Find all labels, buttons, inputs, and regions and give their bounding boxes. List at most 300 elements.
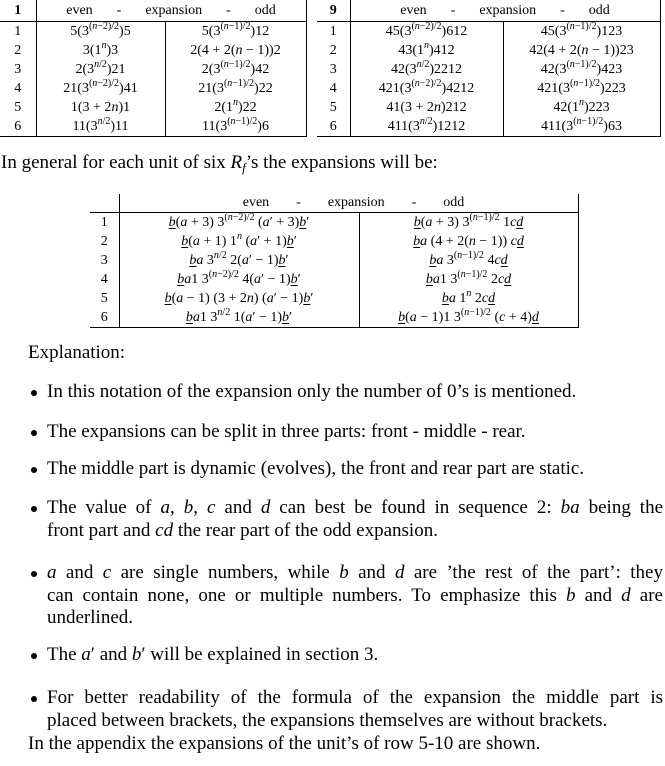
header-even: even xyxy=(242,195,270,210)
formula-part: n xyxy=(466,288,472,299)
formula-part: b xyxy=(278,253,286,268)
formula-part: 2(3 xyxy=(75,62,95,77)
formula-part: (4 + 2( xyxy=(427,234,469,249)
formula-part: 1(3 + 2 xyxy=(70,100,112,115)
table-row xyxy=(0,60,306,79)
formula-part: n xyxy=(236,231,242,242)
formula-part: c xyxy=(499,310,506,325)
formula-part: and xyxy=(56,562,103,583)
expansion-table-unit-1 xyxy=(0,0,307,137)
odd-expansion-cell xyxy=(359,213,578,233)
formula-part: front part and xyxy=(47,519,156,541)
formula-part: a xyxy=(254,272,262,287)
formula-part: ′ xyxy=(306,215,310,230)
formula-part: 11(3 xyxy=(202,119,228,134)
formula-part: c xyxy=(497,272,505,287)
formula-part: The middle part is dynamic (evolves), the front and rear part are static. xyxy=(47,458,585,479)
even-expansion-cell xyxy=(36,41,165,60)
formula-part: ′ − 1) xyxy=(252,310,282,325)
formula-part: a xyxy=(262,215,270,230)
formula-part: a xyxy=(420,234,428,249)
table-row xyxy=(317,79,660,98)
formula-part: ) ( xyxy=(253,291,267,306)
formula-part: cd xyxy=(155,519,174,541)
formula-part: n xyxy=(468,234,476,249)
even-expansion-cell xyxy=(350,41,503,60)
formula-part: + 4) xyxy=(505,310,532,325)
formula-part: d xyxy=(516,234,524,249)
formula-part: −1)/2 xyxy=(469,307,491,318)
formula-part: a xyxy=(47,562,57,583)
formula-part: −1)/2 xyxy=(228,59,251,70)
text-line xyxy=(47,497,663,520)
header-dash: - xyxy=(226,3,231,18)
formula-part: n xyxy=(414,21,420,32)
formula-part: ( xyxy=(88,21,93,32)
formula-part: can best be found in sequence 2: xyxy=(270,497,561,518)
formula-part: )41 xyxy=(119,81,138,96)
header-dash: - xyxy=(450,3,456,18)
formula-part: 411(3 xyxy=(387,119,420,134)
even-expansion-cell xyxy=(36,79,165,98)
formula-part: The value of xyxy=(47,497,161,518)
formula-part: 41(3 + 2 xyxy=(386,100,434,115)
formula-part: )123 xyxy=(596,24,623,39)
formula-part: b xyxy=(425,272,433,287)
formula-part: b xyxy=(185,310,193,325)
formula-part: f xyxy=(242,160,246,175)
formula-part: ′ − 1) xyxy=(248,253,279,268)
row-number-cell: 6 xyxy=(90,308,119,328)
table-row xyxy=(0,22,306,42)
even-expansion-cell xyxy=(350,79,503,98)
formula-part: 421(3 xyxy=(537,81,570,96)
table-row xyxy=(0,117,306,137)
formula-part: 45(3 xyxy=(540,24,567,39)
odd-expansion-cell xyxy=(165,117,306,137)
table-row xyxy=(0,79,306,98)
bullet-icon xyxy=(31,467,37,473)
bullet-icon xyxy=(31,390,37,396)
formula-part: ( xyxy=(420,215,426,230)
formula-part: ( xyxy=(241,234,251,249)
odd-expansion-cell xyxy=(165,22,306,42)
formula-part: 2 xyxy=(487,272,498,287)
table-row xyxy=(90,251,578,270)
formula-part: a xyxy=(266,291,274,306)
formula-part: 1( xyxy=(230,310,246,325)
formula-part: b xyxy=(168,215,176,230)
formula-part: 42(3 xyxy=(390,62,417,77)
row-number-cell: 6 xyxy=(0,117,36,137)
odd-expansion-cell xyxy=(165,98,306,117)
formula-part: − 1))2 xyxy=(242,43,281,58)
formula-part: a xyxy=(196,253,204,268)
header-dash: - xyxy=(296,195,301,210)
formula-part: n xyxy=(464,307,470,318)
formula-part: n xyxy=(419,116,425,127)
formula-part: )22 xyxy=(254,81,273,96)
formula-part: 21(3 xyxy=(198,81,224,96)
row-number-cell: 5 xyxy=(90,289,119,308)
formula-part: 1 xyxy=(455,291,467,306)
table-header-row xyxy=(90,194,578,213)
formula-part: )12 xyxy=(250,24,270,39)
formula-part: )1 xyxy=(118,100,131,115)
formula-part: )4212 xyxy=(441,81,475,96)
formula-part: ′ xyxy=(297,272,301,287)
odd-expansion-cell xyxy=(503,22,660,42)
formula-part: ( xyxy=(411,78,415,89)
formula-part: ( xyxy=(223,78,228,89)
formula-part: are single numbers, while xyxy=(111,562,340,583)
row-number-cell: 2 xyxy=(317,41,350,60)
even-expansion-cell xyxy=(350,22,503,42)
formula-part: )223 xyxy=(600,81,626,96)
formula-part: In this notation of the expansion only the number of 0’s is mentioned. xyxy=(47,381,577,402)
formula-part: c xyxy=(206,497,216,518)
formula-part: ( xyxy=(457,269,461,280)
formula-part: a xyxy=(245,310,253,325)
expansion-table-unit-9 xyxy=(317,0,661,137)
formula-part: ’s the expansions will be: xyxy=(245,152,438,173)
even-expansion-cell xyxy=(119,270,359,289)
formula-part: n xyxy=(217,307,223,318)
formula-part: a xyxy=(448,291,456,306)
formula-part: a xyxy=(180,215,188,230)
formula-part: −1)/2 xyxy=(462,250,484,261)
formula-part: can contain none, one or multiple numbers. To emphasize this xyxy=(47,584,566,606)
formula-part: b xyxy=(177,272,185,287)
formula-part: and xyxy=(215,497,261,518)
formula-part: ( xyxy=(175,215,181,230)
formula-part: b xyxy=(303,291,311,306)
formula-part: n xyxy=(246,291,254,306)
formula-part: b xyxy=(181,234,189,249)
formula-part: n xyxy=(569,59,575,70)
formula-part: b xyxy=(290,272,298,287)
table-row xyxy=(90,213,578,233)
formula-part: /2 xyxy=(218,250,227,261)
header-odd: odd xyxy=(254,3,276,18)
formula-part: −1)/2 xyxy=(232,78,255,89)
text-line xyxy=(47,710,663,733)
formula-part: ′ xyxy=(310,291,314,306)
empty-label-cell xyxy=(90,194,119,213)
formula-part: n xyxy=(414,78,420,89)
formula-part: 4( xyxy=(238,272,255,287)
formula-part: /2 xyxy=(99,59,107,70)
formula-part: a xyxy=(425,215,433,230)
header-expansion: expansion xyxy=(479,3,537,18)
row-number-cell: 3 xyxy=(317,60,350,79)
formula-part: ′ − 1) xyxy=(261,272,291,287)
formula-part: n xyxy=(433,100,441,115)
formula-part: −1)/2 xyxy=(574,21,597,32)
even-expansion-cell xyxy=(119,232,359,251)
formula-part: −2)/2 xyxy=(217,269,239,280)
formula-part: ( xyxy=(490,310,500,325)
formula-part: n xyxy=(416,59,422,70)
formula-part: a xyxy=(409,310,417,325)
formula-part: ( xyxy=(88,78,93,89)
formula-part: −1)/2 xyxy=(477,212,500,223)
odd-expansion-cell xyxy=(503,117,660,137)
header-dash: - xyxy=(411,195,417,210)
formula-part: n xyxy=(460,269,466,280)
formula-part: −1)/2 xyxy=(574,59,597,70)
formula-part: 43(1 xyxy=(398,43,424,58)
formula-part: The expansions can be split in three parts: front - middle - rear. xyxy=(47,421,526,442)
formula-part: In general for each unit of six xyxy=(1,152,231,173)
formula-part: ′ and xyxy=(90,644,132,665)
even-expansion-cell xyxy=(36,117,165,137)
formula-part: and xyxy=(575,584,622,606)
formula-part: 3 xyxy=(203,253,214,268)
formula-part: ( xyxy=(469,212,473,223)
row-number-cell: 5 xyxy=(0,98,36,117)
row-number-cell: 1 xyxy=(90,213,119,233)
formula-part: c xyxy=(510,234,517,249)
formula-part: )6 xyxy=(257,119,269,134)
explanation-heading: Explanation: xyxy=(28,342,126,363)
row-number-cell: 5 xyxy=(317,98,350,117)
formula-part: d xyxy=(394,562,405,583)
formula-part: n xyxy=(457,250,463,261)
formula-part: 3(1 xyxy=(82,43,102,58)
bullet-text xyxy=(47,644,663,667)
formula-part: n xyxy=(101,40,107,51)
formula-part: a xyxy=(176,291,184,306)
header-odd: odd xyxy=(443,195,465,210)
even-expansion-cell xyxy=(119,251,359,270)
formula-part: )2212 xyxy=(429,62,463,77)
formula-part: ( xyxy=(569,78,574,89)
odd-expansion-cell xyxy=(165,41,306,60)
formula-part: 3 xyxy=(443,253,454,268)
formula-part: n xyxy=(579,97,584,108)
formula-part: ( xyxy=(224,212,228,223)
unit-label: 9 xyxy=(317,0,350,22)
formula-part: are ’the rest of the part’: they xyxy=(404,562,663,583)
formula-part: )3 xyxy=(106,43,119,58)
row-number-cell: 2 xyxy=(90,232,119,251)
table-row xyxy=(317,98,660,117)
formula-part: ( xyxy=(227,116,231,127)
formula-part: − 1)) xyxy=(475,234,511,249)
formula-part: a xyxy=(436,253,444,268)
even-expansion-cell xyxy=(119,213,359,233)
formula-part: 42(4 + 2( xyxy=(529,43,582,58)
formula-part: −2)/2 xyxy=(419,21,442,32)
formula-part: and xyxy=(348,562,395,583)
formula-part: a xyxy=(432,272,440,287)
even-expansion-cell xyxy=(350,117,503,137)
row-number-cell: 4 xyxy=(90,270,119,289)
closing-paragraph: In the appendix the expansions of the unit’s of row 5-10 are shown. xyxy=(28,733,541,754)
formula-part: + 3) 3 xyxy=(187,215,225,230)
formula-part: b xyxy=(282,310,289,325)
formula-part: + 3) 3 xyxy=(432,215,470,230)
formula-part: )42 xyxy=(250,62,270,77)
formula-part: b xyxy=(339,562,349,583)
formula-part: ′ − 1) xyxy=(273,291,304,306)
odd-expansion-cell xyxy=(359,232,578,251)
formula-part: b xyxy=(183,497,194,518)
formula-part: The xyxy=(47,644,82,665)
formula-part: the rear part of the odd expansion. xyxy=(173,519,438,541)
formula-part: d xyxy=(260,497,271,518)
formula-part: d xyxy=(621,584,631,606)
text-line xyxy=(47,644,663,667)
even-expansion-cell xyxy=(36,60,165,79)
formula-part: /2 xyxy=(424,116,433,127)
formula-part: d xyxy=(488,291,496,306)
bullet-icon xyxy=(31,696,37,702)
text-line xyxy=(47,421,663,444)
formula-part: d xyxy=(516,215,524,230)
bullet-text xyxy=(47,687,663,732)
even-expansion-cell xyxy=(36,22,165,42)
formula-part: ′ xyxy=(285,253,289,268)
formula-part: c xyxy=(102,562,112,583)
formula-part: −1)/2 xyxy=(235,116,258,127)
row-number-cell: 3 xyxy=(0,60,36,79)
formula-part: ′ + 3) xyxy=(269,215,300,230)
formula-part: /2 xyxy=(222,307,231,318)
row-number-cell: 6 xyxy=(317,117,350,137)
table-row xyxy=(90,308,578,328)
formula-part: n xyxy=(230,116,236,127)
intro-paragraph xyxy=(1,152,438,175)
header-even: even xyxy=(400,3,427,18)
formula-part: −2)/2 xyxy=(97,78,120,89)
formula-part: ( xyxy=(171,291,177,306)
unit-label: 1 xyxy=(0,0,36,22)
bullet-text xyxy=(47,458,663,481)
text-line xyxy=(47,585,663,608)
table-row xyxy=(317,22,660,42)
formula-part: 45(3 xyxy=(385,24,412,39)
bullet-icon xyxy=(31,430,37,436)
formula-part: a xyxy=(250,234,258,249)
formula-part: )223 xyxy=(584,100,610,115)
formula-part: n xyxy=(424,40,429,51)
bullet-text xyxy=(47,381,663,404)
formula-part: 4 xyxy=(483,253,495,268)
formula-part: n xyxy=(111,100,119,115)
even-expansion-cell xyxy=(119,289,359,308)
formula-part: )423 xyxy=(596,62,623,77)
formula-part: )22 xyxy=(238,100,257,115)
text-line xyxy=(47,381,663,404)
formula-part: n xyxy=(213,250,219,261)
formula-part: 2( xyxy=(226,253,242,268)
formula-part: d xyxy=(531,310,539,325)
formula-part: n xyxy=(92,21,98,32)
formula-part: a xyxy=(160,497,170,518)
formula-part: b xyxy=(429,253,437,268)
formula-part: are xyxy=(630,584,663,606)
formula-part: n xyxy=(235,43,243,58)
formula-part: d xyxy=(504,272,512,287)
formula-part: 42(3 xyxy=(540,62,567,77)
formula-part: b xyxy=(189,253,197,268)
row-number-cell: 4 xyxy=(317,79,350,98)
formula-part: 411(3 xyxy=(541,119,574,134)
formula-part: 2 xyxy=(471,291,482,306)
formula-part: 5(3 xyxy=(201,24,221,39)
formula-part: ( xyxy=(254,215,263,230)
formula-part: b xyxy=(164,291,172,306)
formula-part: underlined. xyxy=(47,607,134,628)
odd-expansion-cell xyxy=(359,270,578,289)
formula-part: ( xyxy=(208,269,213,280)
formula-part: 1 3 xyxy=(439,272,458,287)
formula-part: ( xyxy=(220,21,224,32)
formula-part: )11 xyxy=(110,119,129,134)
header-dash: - xyxy=(560,3,565,18)
formula-part: 11(3 xyxy=(72,119,98,134)
header-odd: odd xyxy=(588,3,610,18)
formula-part: c xyxy=(494,253,501,268)
formula-part: n xyxy=(92,78,98,89)
odd-expansion-cell xyxy=(165,79,306,98)
odd-expansion-cell xyxy=(503,41,660,60)
odd-expansion-cell xyxy=(503,98,660,117)
formula-part: )412 xyxy=(429,43,455,58)
formula-part: being the xyxy=(579,497,663,518)
formula-part: b xyxy=(566,584,576,606)
formula-part: n xyxy=(569,21,575,32)
even-expansion-cell xyxy=(350,98,503,117)
even-expansion-cell xyxy=(350,60,503,79)
formula-part: b xyxy=(413,215,421,230)
formula-part: n xyxy=(94,59,100,70)
formula-part: ( xyxy=(405,310,410,325)
formula-part: ′ xyxy=(289,310,293,325)
formula-part: 2(3 xyxy=(201,62,221,77)
formula-part: )612 xyxy=(441,24,468,39)
bullet-text xyxy=(47,421,663,444)
table-row xyxy=(317,41,660,60)
formula-part: c xyxy=(510,215,517,230)
formula-part: )212 xyxy=(440,100,467,115)
formula-part: n xyxy=(212,269,218,280)
table-row xyxy=(90,232,578,251)
formula-part: 421(3 xyxy=(378,81,412,96)
odd-expansion-cell xyxy=(165,60,306,79)
formula-part: 1 3 xyxy=(199,310,218,325)
formula-part: ( xyxy=(453,250,458,261)
formula-part: n xyxy=(581,43,589,58)
table-row xyxy=(90,289,578,308)
formula-part: b xyxy=(286,234,294,249)
formula-part: −2)/2 xyxy=(419,78,442,89)
formula-part: ba xyxy=(560,497,580,518)
formula-part: b xyxy=(398,310,406,325)
general-expansion-table xyxy=(90,194,579,328)
row-number-cell: 1 xyxy=(0,22,36,42)
formula-part: −2)/2 xyxy=(232,212,255,223)
formula-part: b xyxy=(299,215,307,230)
formula-part: n xyxy=(97,116,103,127)
formula-part: c xyxy=(481,291,489,306)
formula-part: n xyxy=(233,97,238,108)
even-expansion-cell xyxy=(119,308,359,328)
header-even: even xyxy=(66,3,93,18)
table-row xyxy=(0,41,306,60)
